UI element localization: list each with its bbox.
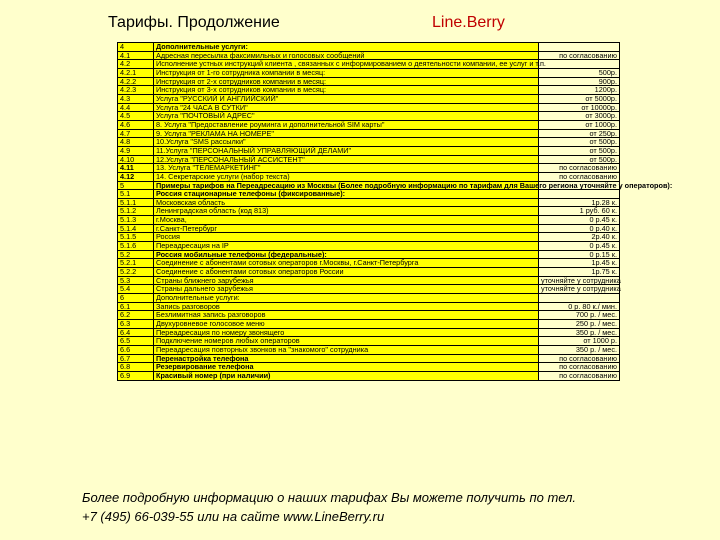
row-service: Страны дальнего зарубежья xyxy=(154,285,539,294)
row-number: 4.10 xyxy=(118,155,154,164)
row-price: от 10000р. xyxy=(539,103,620,112)
row-service: Адресная пересылка факсимильных и голосовых сообщений xyxy=(154,51,539,60)
table-row xyxy=(118,146,620,155)
row-price: от 500р. xyxy=(539,146,620,155)
row-number: 5.1.6 xyxy=(118,242,154,251)
row-price: от 500р. xyxy=(539,138,620,147)
row-service: Соединение с абонентами сотовых операторов г.Москвы, г.Санкт-Петербурга xyxy=(154,259,539,268)
row-service: Подключение номеров любых операторов xyxy=(154,337,539,346)
row-service: Перенастройка телефона xyxy=(154,354,539,363)
row-number: 4.7 xyxy=(118,129,154,138)
row-number: 4.2.2 xyxy=(118,77,154,86)
row-service: 13. Услуга "ТЕЛЕМАРКЕТИНГ" xyxy=(154,164,539,173)
row-number: 4 xyxy=(118,43,154,52)
row-number: 4.2.1 xyxy=(118,68,154,77)
row-number: 6.9 xyxy=(118,371,154,380)
row-service: г.Санкт-Петербург xyxy=(154,224,539,233)
row-price: 1р.45 к. xyxy=(539,259,620,268)
row-number: 5.1.1 xyxy=(118,198,154,207)
row-price: от 1000р. xyxy=(539,120,620,129)
row-price: от 1000 р. xyxy=(539,337,620,346)
row-number: 4.11 xyxy=(118,164,154,173)
row-price: 500р. xyxy=(539,68,620,77)
row-service: Переадресация повторных звонков на "знакомого" сотрудника xyxy=(154,345,539,354)
row-number: 5.1.2 xyxy=(118,207,154,216)
row-number: 4.3 xyxy=(118,94,154,103)
row-number: 6.4 xyxy=(118,328,154,337)
row-number: 5 xyxy=(118,181,154,190)
table-row xyxy=(118,320,620,329)
row-price: по согласованию xyxy=(539,371,620,380)
row-price: 1200р. xyxy=(539,86,620,95)
row-number: 6.5 xyxy=(118,337,154,346)
table-row xyxy=(118,172,620,181)
row-number: 5.1.5 xyxy=(118,233,154,242)
table-row xyxy=(118,216,620,225)
table-row xyxy=(118,268,620,277)
row-number: 4.2.3 xyxy=(118,86,154,95)
row-service: 9. Услуга "РЕКЛАМА НА НОМЕРЕ" xyxy=(154,129,539,138)
row-number: 6 xyxy=(118,294,154,303)
table-row xyxy=(118,207,620,216)
row-service: Соединение с абонентами сотовых операторов России xyxy=(154,268,539,277)
row-price: по согласованию xyxy=(539,164,620,173)
row-service: Дополнительные услуги: xyxy=(154,43,539,52)
tariff-table xyxy=(117,42,673,381)
row-price: по согласованию xyxy=(539,51,620,60)
row-price: 1 руб. 60 к. xyxy=(539,207,620,216)
row-number: 5.2 xyxy=(118,250,154,259)
row-service: Дополнительные услуги: xyxy=(154,294,539,303)
row-price: 0 р.45 к. xyxy=(539,216,620,225)
row-price: 350 р. / мес. xyxy=(539,328,620,337)
row-number: 6.1 xyxy=(118,302,154,311)
footer-line: +7 (495) 66-039-55 или на сайте www.LineBerry.ru xyxy=(82,509,385,524)
table-row xyxy=(118,242,620,251)
row-service: Россия стационарные телефоны (фиксированные): xyxy=(154,190,539,199)
row-service: Резервирование телефона xyxy=(154,363,539,372)
row-price: уточняйте у сотрудника xyxy=(539,285,620,294)
row-price xyxy=(539,294,620,303)
row-price xyxy=(539,190,620,199)
row-service: 10.Услуга "SMS рассылки" xyxy=(154,138,539,147)
row-price: 0 р.40 к. xyxy=(539,224,620,233)
row-price: 1р.28 к. xyxy=(539,198,620,207)
row-price: от 3000р. xyxy=(539,112,620,121)
table-row xyxy=(118,94,620,103)
row-price: 900р. xyxy=(539,77,620,86)
row-service: 12.Услуга "ПЕРСОНАЛЬНЫЙ АССИСТЕНТ" xyxy=(154,155,539,164)
row-price: от 500р. xyxy=(539,155,620,164)
row-service: Услуга "РУССКИЙ И АНГЛИЙСКИЙ" xyxy=(154,94,539,103)
row-number: 5.1 xyxy=(118,190,154,199)
row-price: 0 р. 80 к./ мин. xyxy=(539,302,620,311)
row-number: 5.1.3 xyxy=(118,216,154,225)
row-price: 1р.75 к. xyxy=(539,268,620,277)
row-price: 0 р.45 к. xyxy=(539,242,620,251)
row-price: 350 р. / мес. xyxy=(539,345,620,354)
row-service: Переадресация на IP xyxy=(154,242,539,251)
row-service: г.Москва, xyxy=(154,216,539,225)
row-price: 0 р.15 к. xyxy=(539,250,620,259)
table-row xyxy=(118,224,620,233)
row-price: по согласованию xyxy=(539,363,620,372)
row-price: от 250р. xyxy=(539,129,620,138)
footer-line: Более подробную информацию о наших тарифах Вы можете получить по тел. xyxy=(82,490,577,505)
row-service: 14. Секретарские услуги (набор текста) xyxy=(154,172,539,181)
row-price: 2р.40 к. xyxy=(539,233,620,242)
row-number: 4.5 xyxy=(118,112,154,121)
row-service: Инструкция от 3-х сотрудников компании в месяц: xyxy=(154,86,539,95)
row-number: 4.6 xyxy=(118,120,154,129)
row-service: Переадресация по номеру звонящего xyxy=(154,328,539,337)
row-service: Примеры тарифов на Переадресацию из Москвы (Более подробную информацию по тарифам для Вашего региона уточняйте у операторов): xyxy=(154,181,539,190)
row-service: Безлимитная запись разговоров xyxy=(154,311,539,320)
row-price: 250 р. / мес. xyxy=(539,320,620,329)
page-title: Тарифы. Продолжение xyxy=(108,14,280,31)
row-number: 6.2 xyxy=(118,311,154,320)
footer-contact-info xyxy=(82,488,682,526)
table-row xyxy=(118,294,620,303)
table-row xyxy=(118,371,620,380)
row-number: 4.8 xyxy=(118,138,154,147)
row-service: Красивый номер (при наличии) xyxy=(154,371,539,380)
row-service: Страны ближнего зарубежья xyxy=(154,276,539,285)
row-price: уточняйте у сотрудника xyxy=(539,276,620,285)
table-row xyxy=(118,43,620,52)
row-number: 6.8 xyxy=(118,363,154,372)
row-number: 4.12 xyxy=(118,172,154,181)
row-price: по согласованию xyxy=(539,354,620,363)
row-price: 700 р. / мес. xyxy=(539,311,620,320)
row-number: 6.3 xyxy=(118,320,154,329)
row-service: 8. Услуга "Предоставление роуминга и дополнительной SIM карты" xyxy=(154,120,539,129)
row-service: Инструкция от 2-х сотрудников компании в месяц: xyxy=(154,77,539,86)
row-number: 4.9 xyxy=(118,146,154,155)
row-service: Двухуровневое голосовое меню xyxy=(154,320,539,329)
brand-logo-text: Line.Berry xyxy=(432,14,505,31)
table-row xyxy=(118,68,620,77)
row-number: 5.2.2 xyxy=(118,268,154,277)
row-service: Инструкция от 1-го сотрудника компании в месяц: xyxy=(154,68,539,77)
row-number: 4.1 xyxy=(118,51,154,60)
row-number: 5.1.4 xyxy=(118,224,154,233)
row-service: Исполнение устных инструкций клиента , связанных с информированием о деятельности компании, ее услуг и т.п. xyxy=(154,60,539,69)
row-price: от 5000р. xyxy=(539,94,620,103)
row-service: Московская область xyxy=(154,198,539,207)
row-number: 5.2.1 xyxy=(118,259,154,268)
table-row xyxy=(118,345,620,354)
table-row xyxy=(118,120,620,129)
row-service: 11.Услуга "ПЕРСОНАЛЬНЫЙ УПРАВЛЯЮЩИЙ ДЕЛАМИ" xyxy=(154,146,539,155)
row-service: Ленинградская область (код 813) xyxy=(154,207,539,216)
row-number: 4.2 xyxy=(118,60,154,69)
row-number: 6.7 xyxy=(118,354,154,363)
row-number: 6.6 xyxy=(118,345,154,354)
row-number: 5.4 xyxy=(118,285,154,294)
row-service: Запись разговоров xyxy=(154,302,539,311)
row-price xyxy=(539,43,620,52)
row-service: Услуга "24 ЧАСА В СУТКИ" xyxy=(154,103,539,112)
row-service: Россия xyxy=(154,233,539,242)
row-number: 5.3 xyxy=(118,276,154,285)
row-service: Россия мобильные телефоны (федеральные): xyxy=(154,250,539,259)
table-row xyxy=(118,190,620,199)
row-service: Услуга "ПОЧТОВЫЙ АДРЕС" xyxy=(154,112,539,121)
row-number: 4.4 xyxy=(118,103,154,112)
row-price: по согласованию xyxy=(539,172,620,181)
